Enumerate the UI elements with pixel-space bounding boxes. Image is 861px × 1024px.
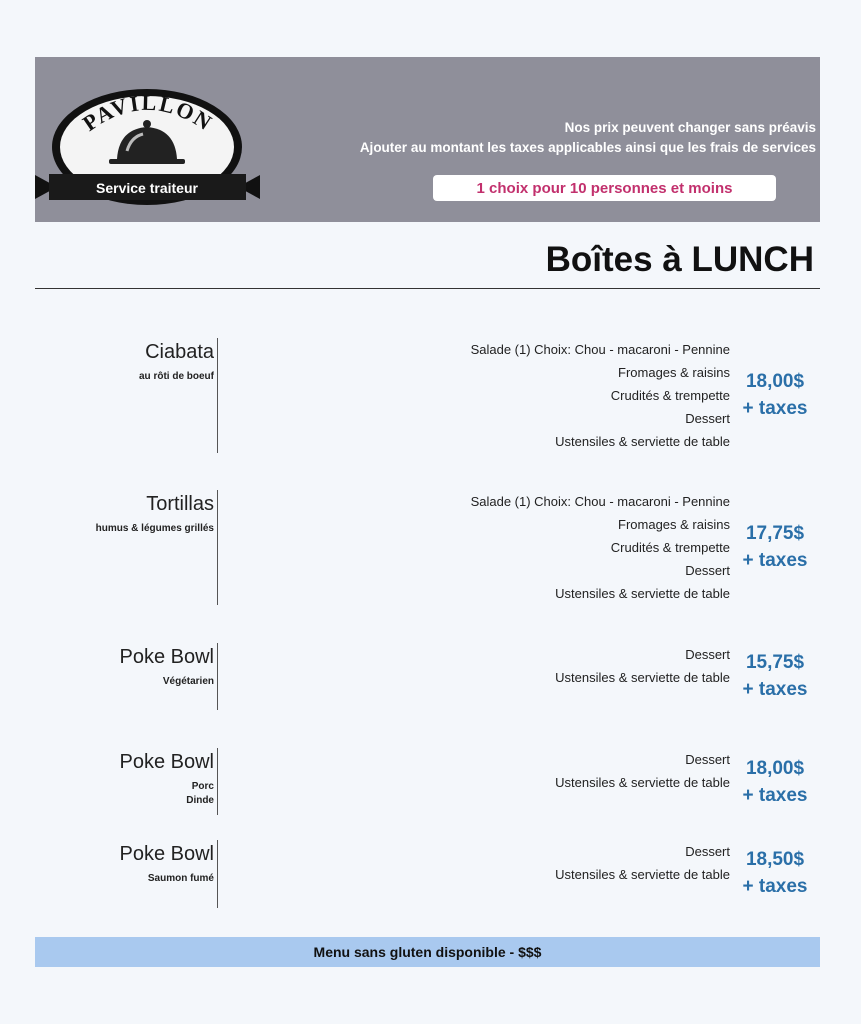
price-taxes: + taxes [742, 785, 808, 806]
item-price [740, 649, 810, 703]
item-contents [471, 490, 730, 605]
price-taxes: + taxes [742, 398, 808, 419]
gluten-free-banner: Menu sans gluten disponible - $$$ [35, 937, 820, 967]
header-band [35, 57, 820, 222]
item-price [740, 368, 810, 422]
item-name: Tortillas [146, 493, 214, 515]
logo-tagline-text: Service traiteur [96, 180, 198, 196]
page-title: Boîtes à LUNCH [545, 240, 814, 279]
price-value: 18,00$ [745, 371, 805, 392]
price-taxes: + taxes [742, 679, 808, 700]
item-divider [217, 748, 218, 815]
item-subtitle: Saumon fumé [147, 873, 214, 884]
content-line: Salade (1) Choix: Chou - macaroni - Pennine [470, 342, 730, 357]
item-divider [217, 643, 218, 710]
item-label [120, 645, 215, 689]
item-contents [555, 643, 730, 689]
item-label [120, 842, 215, 886]
item-divider [217, 840, 218, 908]
price-value: 15,75$ [745, 652, 805, 673]
content-line: Ustensiles & serviette de table [555, 670, 730, 685]
notice-line-2: Ajouter au montant les taxes applicables ainsi que les frais de services [359, 140, 816, 155]
logo-brand-text: PAVILLON [77, 89, 218, 137]
item-label [120, 750, 215, 808]
logo-graphic [35, 75, 260, 210]
item-subtitle: humus & légumes grillés [95, 523, 214, 534]
item-price [740, 520, 810, 574]
content-line: Ustensiles & serviette de table [555, 867, 730, 882]
item-label [139, 340, 214, 384]
item-subtitle: Dinde [186, 795, 214, 806]
item-price [740, 755, 810, 809]
item-divider [217, 490, 218, 605]
item-name: Poke Bowl [119, 646, 214, 668]
item-divider [217, 338, 218, 453]
item-price [740, 846, 810, 900]
content-line: Fromages & raisins [618, 517, 730, 532]
price-value: 18,50$ [745, 849, 805, 870]
content-line: Ustensiles & serviette de table [555, 775, 730, 790]
item-name: Ciabata [145, 341, 214, 363]
item-subtitle: Porc [191, 781, 214, 792]
item-contents [471, 338, 730, 453]
pavillon-logo [35, 75, 260, 210]
item-name: Poke Bowl [119, 751, 214, 773]
content-line: Fromages & raisins [618, 365, 730, 380]
content-line: Salade (1) Choix: Chou - macaroni - Pennine [470, 494, 730, 509]
content-line: Crudités & trempette [610, 388, 730, 403]
item-subtitle: au rôti de boeuf [139, 371, 214, 382]
price-taxes: + taxes [742, 550, 808, 571]
title-divider [35, 288, 820, 289]
content-line: Crudités & trempette [610, 540, 730, 555]
content-line: Dessert [685, 647, 730, 662]
price-notice [360, 118, 816, 158]
notice-line-1: Nos prix peuvent changer sans préavis [564, 120, 816, 135]
content-line: Dessert [685, 844, 730, 859]
choice-box: 1 choix pour 10 personnes et moins [433, 175, 776, 201]
price-value: 17,75$ [745, 523, 805, 544]
item-contents [555, 840, 730, 886]
content-line: Dessert [685, 411, 730, 426]
item-label [96, 492, 214, 536]
item-subtitle: Végétarien [162, 676, 214, 687]
item-contents [555, 748, 730, 794]
content-line: Ustensiles & serviette de table [555, 434, 730, 449]
content-line: Dessert [685, 752, 730, 767]
price-taxes: + taxes [742, 876, 808, 897]
price-value: 18,00$ [745, 758, 805, 779]
item-name: Poke Bowl [119, 843, 214, 865]
content-line: Ustensiles & serviette de table [555, 586, 730, 601]
content-line: Dessert [685, 563, 730, 578]
